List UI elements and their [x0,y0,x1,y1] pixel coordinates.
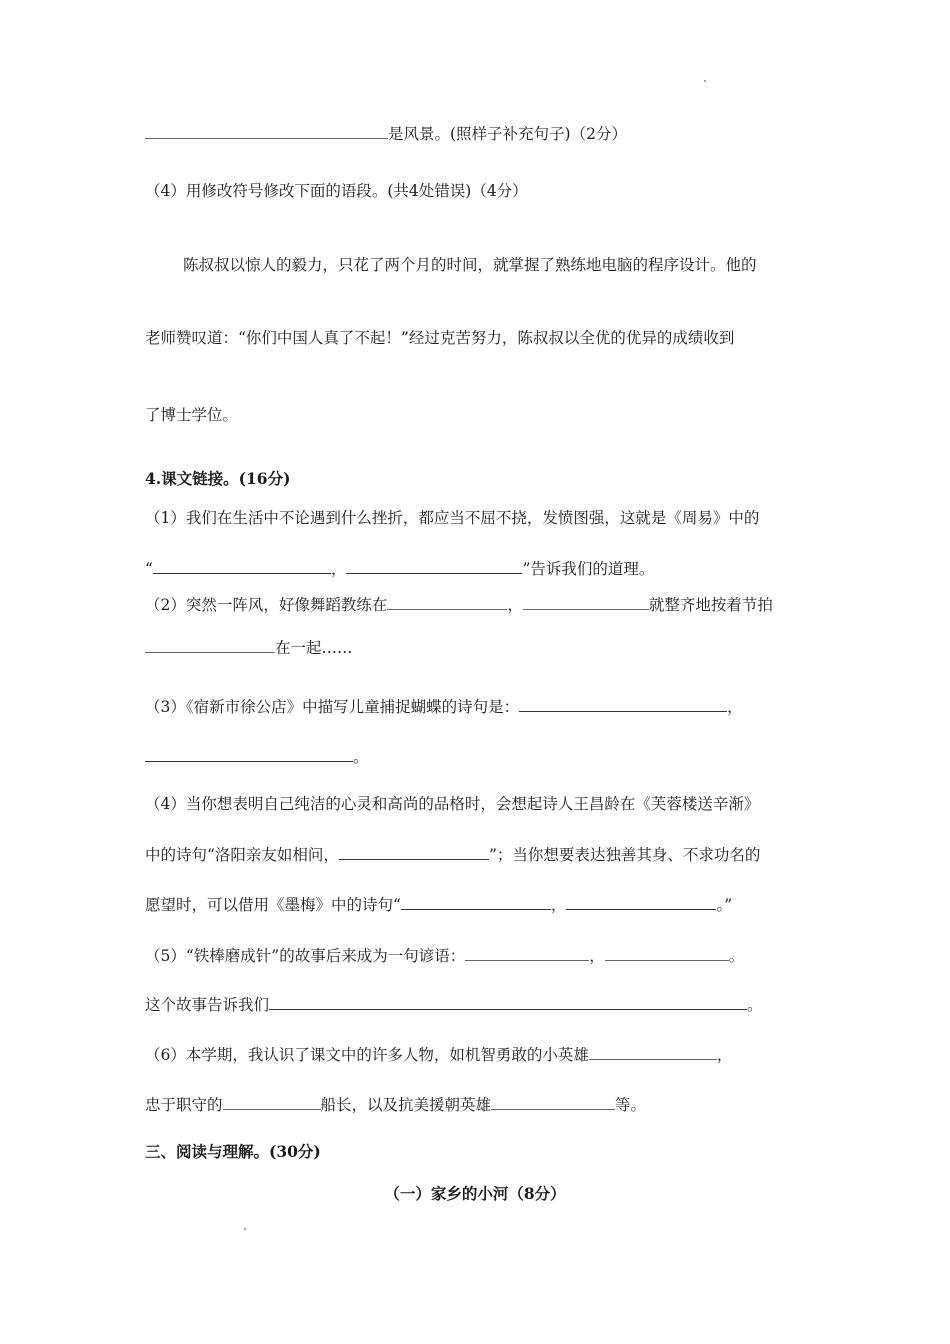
scan-speck-top [704,80,706,82]
section-4-heading: 4.课文链接。(16分) [145,469,291,488]
q3-4-passage-line-1: 陈叔叔以惊人的毅力，只花了两个月的时间，就掌握了熟练地电脑的程序设计。他的 [183,256,757,274]
answer-blank[interactable] [145,745,353,762]
answer-blank[interactable] [465,944,589,961]
reading-subheading: （一）家乡的小河（8分） [384,1184,566,1203]
item-3-line-2: 。 [145,745,369,768]
answer-blank[interactable] [589,1043,717,1060]
open-quote: “ [145,560,153,578]
item-1-line-1: （1）我们在生活中不论遇到什么挫折，都应当不屈不挠，发愤图强，这就是《周易》中的 [145,509,760,527]
answer-blank[interactable] [223,1093,321,1110]
q3-4-passage-line-3: 了博士学位。 [145,406,239,424]
section-3-heading: 三、阅读与理解。(30分) [145,1142,321,1161]
answer-blank[interactable] [339,843,489,860]
answer-blank[interactable] [605,944,729,961]
q3-3-tail: 是风景。(照样子补充句子)（2分） [388,125,627,143]
answer-blank[interactable] [153,557,331,574]
item-5-line-1: （5）“铁棒磨成针”的故事后来成为一句谚语： ， 。 [145,944,744,967]
item-4-line-3: 愿望时，可以借用《墨梅》中的诗句“ ， 。” [145,893,732,916]
q3-4-prompt: （4）用修改符号修改下面的语段。(共4处错误)（4分） [145,182,528,200]
answer-blank[interactable] [145,636,275,653]
answer-blank[interactable] [145,122,388,139]
item-1-line-2: “ ， ”告诉我们的道理。 [145,557,654,580]
item-4-line-2: 中的诗句“洛阳亲友如相问， ”；当你想要表达独善其身、不求功名的 [145,843,760,866]
item-6-line-1: （6）本学期，我认识了课文中的许多人物，如机智勇敢的小英雄 ， [145,1043,732,1066]
answer-blank[interactable] [387,593,507,610]
item-6-line-2: 忠于职守的 船长，以及抗美援朝英雄 等。 [145,1093,646,1116]
item-5-line-2: 这个故事告诉我们 。 [145,993,763,1016]
scan-speck-bottom [244,1228,246,1230]
answer-blank[interactable] [491,1093,615,1110]
answer-blank[interactable] [401,893,551,910]
item-2-line-2: 在一起…… [145,636,353,659]
answer-blank[interactable] [269,993,747,1010]
item-3-line-1: （3）《宿新市徐公店》中描写儿童捕捉蝴蝶的诗句是： ， [145,695,743,718]
item-2-line-1: （2）突然一阵风，好像舞蹈教练在 ， 就整齐地按着节拍 [145,593,773,616]
q3-3-line [145,122,627,145]
q3-4-passage-line-2: 老师赞叹道：“你们中国人真了不起！”经过克苦努力，陈叔叔以全优的优异的成绩收到 [145,329,735,347]
answer-blank[interactable] [523,593,649,610]
answer-blank[interactable] [519,695,727,712]
item-4-line-1: （4）当你想表明自己纯洁的心灵和高尚的品格时，会想起诗人王昌龄在《芙蓉楼送辛渐》 [145,795,760,813]
answer-blank[interactable] [566,893,716,910]
answer-blank[interactable] [346,557,522,574]
item-1-tail: ”告诉我们的道理。 [522,560,655,578]
